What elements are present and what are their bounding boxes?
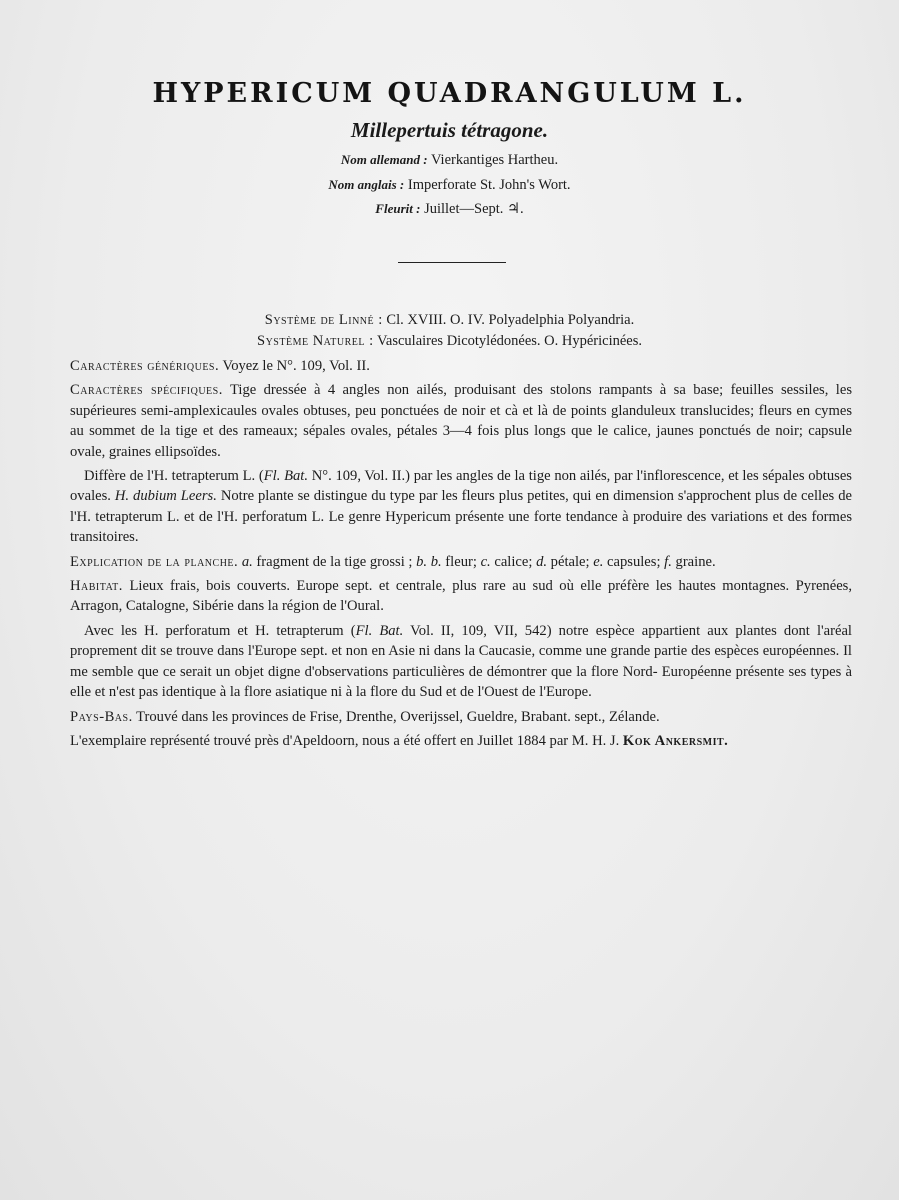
generic-characters-paragraph [70, 356, 852, 376]
specimen-paragraph [70, 731, 852, 751]
plate-key-b: b. b. [416, 553, 442, 570]
habitat-text: Lieux frais, bois couverts. Europe sept. et centrale, plus rare au sud où elle préfère les hautes montagnes. Pyrenées, Arragon, Catalogne, Sibérie dans la région de l'Oural. [70, 578, 853, 615]
plate-text-a: fragment de la tige grossi ; [252, 553, 417, 570]
distribution-paragraph [70, 621, 852, 703]
generic-characters-text: Voyez le N°. 109, Vol. II. [222, 358, 370, 374]
english-name-value: Imperforate St. John's Wort. [407, 177, 571, 193]
flowering-label: Fleurit : [375, 201, 421, 216]
german-name-value: Vierkantiges Hartheu. [430, 152, 559, 168]
habitat-label: Habitat. [70, 578, 123, 595]
german-name-line [0, 152, 899, 169]
natural-system-value: Vasculaires Dicotylédonées. O. Hypéricinées. [377, 333, 642, 349]
linne-system-value: Cl. XVIII. O. IV. Polyadelphia Polyandria. [386, 312, 635, 328]
german-name-label: Nom allemand : [340, 152, 428, 167]
linne-system-line [0, 312, 899, 329]
netherlands-text: Trouvé dans les provinces de Frise, Drenthe, Overijssel, Gueldre, Brabant. sept., Zélande. [136, 708, 660, 725]
specific-characters-text: Tige dressée à 4 angles non ailés, produisant des stolons rampants à sa base; feuilles sessiles, les supérieures semi-amplexicaules ovales obtuses, peu ponctuées de noir et cà et là de points glanduleux translucides; fleurs en cymes au sommet de la tige et des rameaux; sépales ovales, pétales 3—4 fois plus longs que le calice, jaunes ponctués de noir; capsule ovale, graines ellipsoïdes. [70, 382, 852, 460]
comparison-text-c: Notre plante se distingue du type par les fleurs plus petites, qui en dimension s'approchent plus de celles de l'H. tetrapterum L. et de l'H. perforatum L. Le genre Hypericum présente une forte tendance à produire des variations et des formes transitoires. [70, 488, 852, 546]
linne-system-label: Système de Linné : [264, 312, 383, 328]
distribution-text-b: Vol. II, 109, VII, 542) notre espèce appartient aux plantes dont l'aréal proprement dit se trouve dans l'Europe sept. et non en Asie ni dans la Caucasie, comme une grande partie des espèces européennes. Il me semble que ce serait un objet digne d'observations particulières de démontrer que la flore Nord- Européenne présente ses types à elle et n'est pas identique à la flore asiatique ni à la flore du Sud et de l'Ouest de l'Europe. [70, 622, 852, 701]
netherlands-label: Pays-Bas. [70, 708, 133, 725]
specific-characters-paragraph [70, 380, 852, 462]
netherlands-paragraph [70, 707, 852, 727]
description-body [70, 356, 852, 755]
habitat-paragraph [70, 576, 852, 617]
flowering-value: Juillet—Sept. ♃. [424, 201, 524, 217]
specific-characters-label: Caractères spécifiques. [70, 382, 223, 399]
plate-text-d: pétale; [547, 553, 594, 570]
comparison-synonym-italic: H. dubium Leers. [114, 488, 217, 505]
plate-explanation-paragraph [70, 552, 852, 572]
distribution-text-a: Avec les H. perforatum et H. tetrapterum ( [84, 622, 356, 639]
plate-explanation-label: Explication de la planche. [70, 553, 239, 570]
species-title: HYPERICUM QUADRANGULUM L. [152, 78, 747, 109]
natural-system-label: Système Naturel : [257, 333, 374, 349]
french-name: Millepertuis tétragone. [350, 118, 549, 142]
divider-rule [398, 262, 506, 263]
english-name-label: Nom anglais : [328, 177, 405, 192]
comparison-text-b: N°. 109, Vol. II.) par les angles de la tige non ailés, par l'inflorescence, et les sépales obtuses ovales. [70, 468, 852, 505]
plate-text-e: capsules; [603, 553, 665, 570]
plate-text-f: graine. [671, 553, 716, 570]
specimen-text: L'exemplaire représenté trouvé près d'Apeldoorn, nous a été offert en Juillet 1884 par M. H. J. [70, 732, 620, 749]
generic-characters-label: Caractères génériques. [70, 358, 220, 374]
plate-key-f: f. [664, 553, 672, 570]
distribution-ref-italic: Fl. Bat. [355, 622, 404, 639]
comparison-paragraph [70, 466, 852, 548]
plate-text-b: fleur; [441, 553, 481, 570]
comparison-text-a: Diffère de l'H. tetrapterum L. ( [84, 468, 264, 485]
plate-key-a: a. [241, 553, 253, 570]
plate-key-e: e. [593, 553, 604, 570]
comparison-ref-italic: Fl. Bat. [263, 468, 308, 485]
flowering-line [0, 201, 899, 218]
english-name-line [0, 177, 899, 194]
plate-key-c: c. [480, 553, 491, 570]
natural-system-line [0, 333, 899, 350]
plate-key-d: d. [536, 553, 548, 570]
plate-text-c: calice; [490, 553, 537, 570]
donor-name: Kok Ankersmit. [622, 732, 729, 749]
